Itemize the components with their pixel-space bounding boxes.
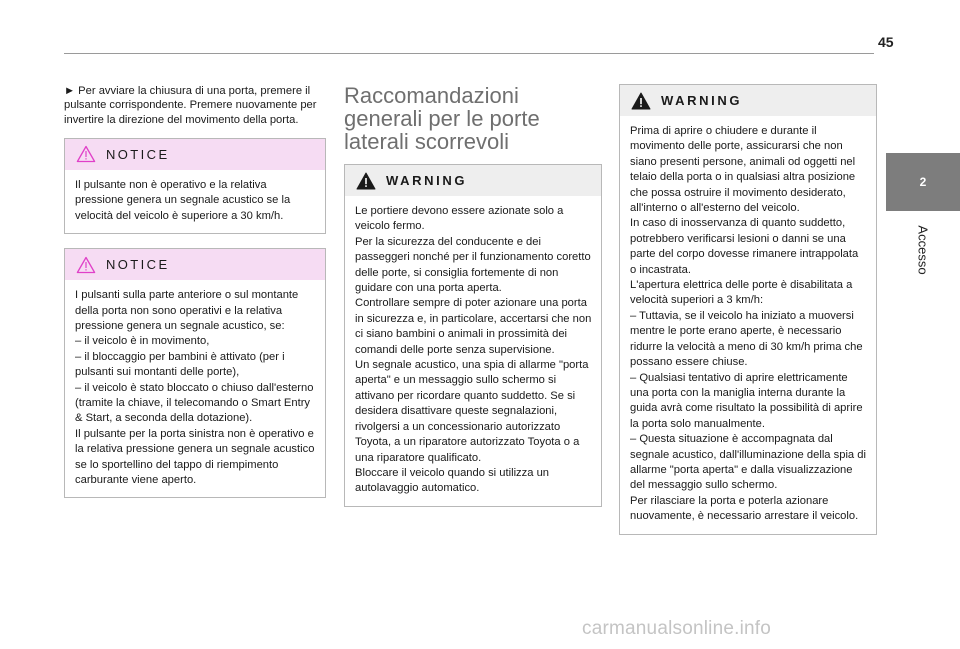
column-middle: [344, 84, 602, 507]
header-rule: [64, 53, 874, 54]
notice-text: – il bloccaggio per bambini è attivato (per i pulsanti sui montanti delle porte),: [75, 350, 285, 379]
notice-box-1: [64, 138, 326, 234]
notice-title: NOTICE: [106, 146, 170, 162]
chapter-number: 2: [919, 175, 927, 189]
notice-text: Il pulsante per la porta sinistra non è operativo e la relativa pressione genera un segnale acustico se lo sportellino del tappo di riempimento carburante viene aperto.: [75, 427, 315, 486]
warning-triangle-icon: [356, 172, 376, 190]
watermark: carmanualsonline.info: [582, 618, 772, 639]
column-right: [619, 84, 877, 535]
warning-body: [620, 116, 876, 534]
warning-text: L'apertura elettrica delle porte è disabilitata a velocità superiori a 3 km/h:: [630, 279, 853, 307]
warning-text: Prima di aprire o chiudere e durante il movimento delle porte, assicurarsi che non siano presenti persone, animali od oggetti nel telaio della porta o in qualsiasi altra posizione che possa ostruire il movimento desiderato, all'interno o all'esterno del veicolo.: [630, 125, 856, 215]
warning-text: Bloccare il veicolo quando si utilizza un autolavaggio automatico.: [355, 466, 550, 495]
warning-box: [344, 164, 602, 507]
notice-body: [65, 280, 325, 497]
warning-box: [619, 84, 877, 535]
notice-text: – il veicolo è stato bloccato o chiuso dall'esterno (tramite la chiave, il telecomando o Smart Entry & Start, a seconda della dotazione).: [75, 381, 314, 425]
notice-header: [65, 139, 325, 170]
chapter-tab[interactable]: [886, 153, 960, 211]
intro-paragraph: ► Per avviare la chiusura di una porta, premere il pulsante corrispondente. Premere nuovamente per invertire la direzione del movimento della porta.: [64, 85, 317, 126]
notice-text: I pulsanti sulla parte anteriore o sul montante della porta non sono operativi e la relativa pressione genera un segnale acustico, se:: [75, 289, 299, 332]
notice-text: – il veicolo è in movimento,: [75, 335, 210, 348]
page-number: 45: [878, 34, 894, 50]
warning-text: Per la sicurezza del conducente e dei passeggeri nonché per il funzionamento coretto delle porte, si consiglia fortemente di non guidare con una porta aperta.: [355, 235, 591, 295]
warning-text: – Questa situazione è accompagnata dal segnale acustico, dall'illuminazione della spia di allarme "porta aperta" e dalla visualizzazione del messaggio sullo schermo.: [630, 433, 866, 492]
warning-text: In caso di inosservanza di quanto suddetto, potrebbero verificarsi lesioni o danni se una parte del corpo dovesse rimanere intrappolata o incastrata.: [630, 217, 859, 276]
notice-triangle-icon: [76, 256, 96, 274]
warning-text: Un segnale acustico, una spia di allarme "porta aperta" e un messaggio sullo schermo si attivano per ricordare quanto suddetto. Se si desidera disattivare queste segnalazioni, rivolgersi a un concessionario autorizzato Toyota, a un riparatore autorizzato Toyota o a una riparatore qualificato.: [355, 359, 589, 464]
warning-header: [345, 165, 601, 196]
warning-body: [345, 196, 601, 506]
warning-text: Le portiere devono essere azionate solo a veicolo fermo.: [355, 205, 564, 233]
notice-text: Il pulsante non è operativo e la relativa pressione genera un segnale acustico se la velocità del veicolo è superiore a 30 km/h.: [75, 178, 291, 222]
warning-text: – Qualsiasi tentativo di aprire elettricamente una porta con la maniglia interna durante la guida avrà come risultato la possibilità di aprire la porta solo manualmente.: [630, 371, 863, 430]
warning-title: WARNING: [661, 93, 743, 108]
notice-body: [65, 170, 325, 233]
notice-box-2: [64, 248, 326, 498]
warning-header: [620, 85, 876, 116]
chapter-label: Accesso: [915, 225, 931, 275]
notice-triangle-icon: [76, 145, 96, 163]
warning-text: – Tuttavia, se il veicolo ha iniziato a muoversi mentre le porte erano aperte, è necessario ridurre la velocità a meno di 30 km/h prima che possano essere chiuse.: [630, 309, 863, 369]
column-left: [64, 84, 326, 498]
notice-title: NOTICE: [106, 257, 170, 273]
notice-header: [65, 249, 325, 280]
warning-text: Controllare sempre di poter azionare una porta in sicurezza e, in particolare, accertarsi che non ci siano bambini o animali in prossimità dei comandi delle porte senza supervisione.: [355, 297, 592, 356]
warning-text: Per rilasciare la porta e poterla azionare nuovamente, è necessario arrestare il veicolo.: [630, 494, 859, 523]
section-title: Raccomandazioni generali per le porte laterali scorrevoli: [344, 83, 540, 154]
warning-title: WARNING: [386, 173, 468, 188]
warning-triangle-icon: [631, 92, 651, 110]
